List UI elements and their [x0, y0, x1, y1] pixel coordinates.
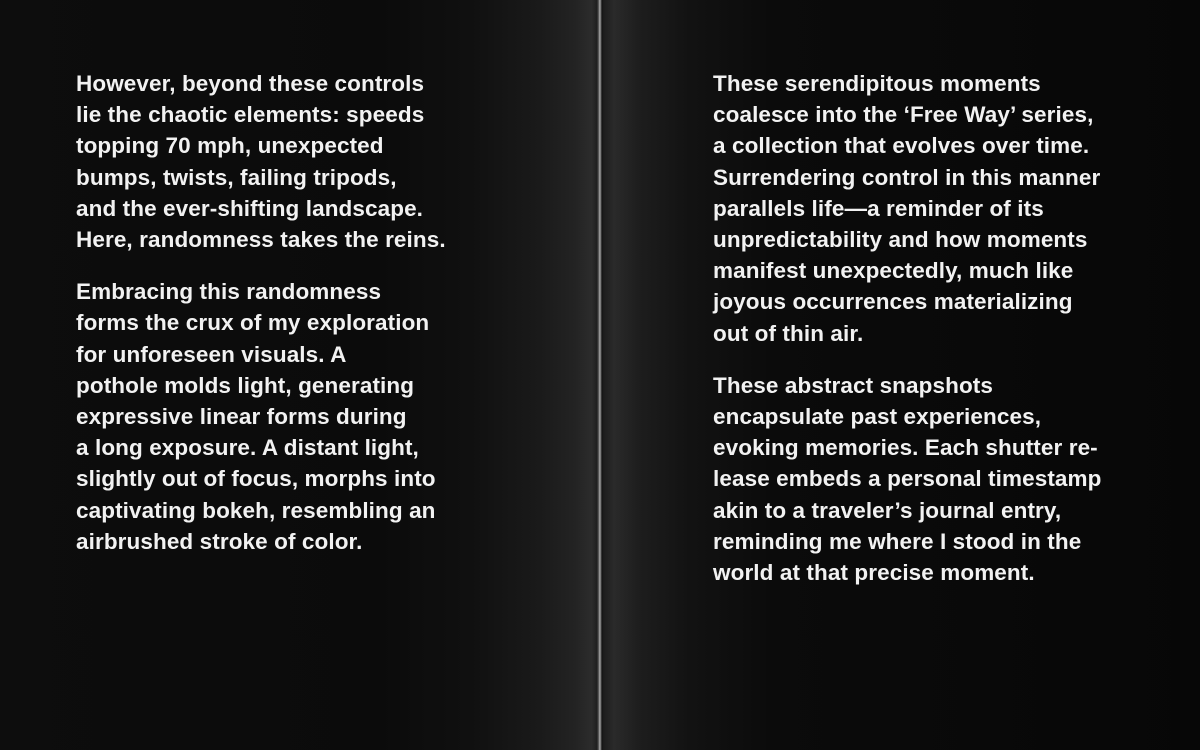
text-line: coalesce into the ‘Free Way’ series,	[713, 102, 1094, 128]
text-line: expressive linear forms during	[76, 404, 407, 430]
text-line: pothole molds light, generating	[76, 372, 415, 398]
text-line: reminding me where I stood in the	[713, 528, 1082, 554]
text-line: Surrendering control in this manner	[713, 164, 1101, 190]
left-paragraph-2	[76, 276, 576, 557]
book-gutter-crease	[597, 0, 602, 750]
text-line: for unforeseen visuals. A	[76, 341, 347, 367]
text-line: topping 70 mph, unexpected	[76, 133, 384, 159]
text-line: Embracing this randomness	[76, 279, 382, 305]
text-line: evoking memories. Each shutter re-	[713, 435, 1098, 461]
text-line: forms the crux of my exploration	[76, 310, 430, 336]
text-line: These abstract snapshots	[713, 372, 993, 398]
text-line: akin to a traveler’s journal entry,	[713, 497, 1062, 523]
text-line: bumps, twists, failing tripods,	[76, 164, 397, 190]
text-line: a collection that evolves over time.	[713, 133, 1090, 159]
text-line: encapsulate past experiences,	[713, 404, 1042, 430]
text-line: joyous occurrences materializing	[713, 289, 1073, 315]
text-line: manifest unexpectedly, much like	[713, 258, 1074, 284]
text-line: a long exposure. A distant light,	[76, 435, 419, 461]
text-line: slightly out of focus, morphs into	[76, 466, 436, 492]
text-line: and the ever-shifting landscape.	[76, 195, 424, 221]
text-line: These serendipitous moments	[713, 71, 1041, 96]
text-line: However, beyond these controls	[76, 71, 425, 96]
left-paragraph-1	[76, 68, 576, 255]
right-paragraph-1	[713, 68, 1183, 349]
left-page-text-column	[76, 68, 576, 578]
right-page	[600, 0, 1200, 750]
text-line: airbrushed stroke of color.	[76, 528, 363, 554]
text-line: captivating bokeh, resembling an	[76, 497, 436, 523]
text-line: lie the chaotic elements: speeds	[76, 102, 425, 128]
text-line: out of thin air.	[713, 320, 864, 346]
text-line: unpredictability and how moments	[713, 227, 1088, 253]
text-line: Here, randomness takes the reins.	[76, 227, 446, 253]
text-line: lease embeds a personal timestamp	[713, 466, 1102, 492]
text-line: world at that precise moment.	[713, 560, 1035, 586]
text-line: parallels life—a reminder of its	[713, 195, 1044, 221]
right-page-text-column	[713, 68, 1183, 609]
right-paragraph-2	[713, 370, 1183, 588]
